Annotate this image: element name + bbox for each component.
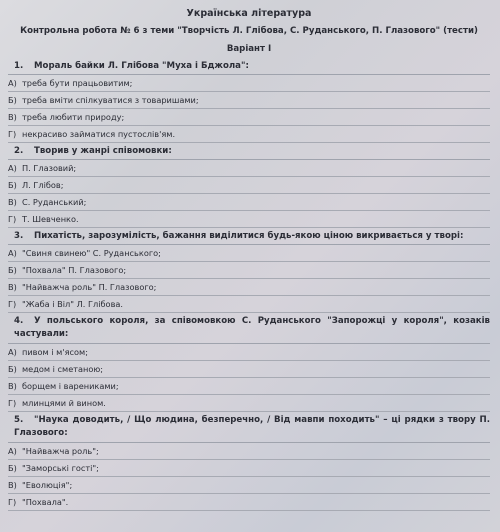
option-text: медом і сметаною;: [22, 364, 104, 374]
option-2c: [8, 194, 490, 211]
option-text: С. Руданський;: [22, 197, 87, 207]
option-4d: [8, 395, 490, 412]
option-letter: А): [8, 347, 17, 357]
question-text: Творив у жанрі співомовки:: [34, 146, 172, 156]
option-3c: [8, 279, 490, 296]
option-text: некрасиво займатися пустослів'ям.: [22, 129, 176, 139]
option-5a: [8, 443, 490, 460]
variant-label: Варіант І: [226, 44, 272, 54]
option-5d: [8, 494, 490, 511]
option-text: треба любити природу;: [22, 112, 125, 122]
option-letter: Г): [8, 299, 17, 309]
option-letter: А): [8, 248, 17, 258]
question-text: У польського короля, за співомовкою С. Руданського "Запорожці у короля", козаків частували:: [14, 316, 490, 339]
option-text: треба вміти спілкуватися з товаришами;: [22, 95, 199, 105]
option-text: "Жаба і Віл" Л. Глібова.: [22, 299, 124, 309]
option-text: "Похвала" П. Глазового;: [22, 265, 127, 275]
option-4b: [8, 361, 490, 378]
option-1d: [8, 126, 490, 143]
option-letter: Б): [8, 364, 17, 374]
question-number: 2.: [14, 146, 24, 156]
option-text: "Свиня свинею" С. Руданського;: [22, 248, 161, 258]
option-3a: [8, 245, 490, 262]
option-letter: Б): [8, 95, 17, 105]
question-2: [8, 143, 490, 160]
option-letter: Г): [8, 497, 17, 507]
option-text: млинцями й вином.: [22, 398, 106, 408]
option-4c: [8, 378, 490, 395]
question-number: 4.: [14, 316, 24, 326]
option-2b: [8, 177, 490, 194]
option-3d: [8, 296, 490, 313]
option-text: "Найважча роль" П. Глазового;: [22, 282, 157, 292]
option-text: пивом і м'ясом;: [22, 347, 88, 357]
question-number: 3.: [14, 231, 24, 241]
option-4a: [8, 344, 490, 361]
option-letter: Б): [8, 180, 17, 190]
question-5: [8, 412, 490, 443]
option-text: "Еволюція";: [22, 480, 73, 490]
option-text: "Заморські гості";: [22, 463, 99, 473]
option-letter: В): [8, 197, 17, 207]
option-1c: [8, 109, 490, 126]
question-text: "Наука доводить, / Що людина, безперечно, / Від мавпи походить" – ці рядки з твору П. Глазового:: [14, 415, 490, 438]
option-1b: [8, 92, 490, 109]
question-1: [8, 58, 490, 75]
option-3b: [8, 262, 490, 279]
option-letter: А): [8, 78, 17, 88]
option-5c: [8, 477, 490, 494]
option-letter: Б): [8, 463, 17, 473]
option-letter: В): [8, 282, 17, 292]
option-text: треба бути працьовитим;: [22, 78, 133, 88]
option-1a: [8, 75, 490, 92]
option-text: Л. Глібов;: [22, 180, 64, 190]
question-number: 5.: [14, 415, 24, 425]
option-text: Т. Шевченко.: [22, 214, 79, 224]
option-letter: В): [8, 381, 17, 391]
option-5b: [8, 460, 490, 477]
question-text: Мораль байки Л. Глібова "Муха і Бджола":: [34, 61, 249, 71]
option-letter: А): [8, 446, 17, 456]
option-text: "Похвала".: [22, 497, 69, 507]
test-subtitle: Контрольна робота № 6 з теми "Творчість Л. Глібова, С. Руданського, П. Глазового" (тести): [20, 26, 478, 36]
question-text: Пихатість, зарозумілість, бажання виділитися будь-якою ціною викривається у творі:: [34, 231, 464, 241]
option-2d: [8, 211, 490, 228]
option-letter: А): [8, 163, 17, 173]
option-2a: [8, 160, 490, 177]
option-letter: Б): [8, 265, 17, 275]
option-letter: В): [8, 112, 17, 122]
option-letter: Г): [8, 129, 17, 139]
question-3: [8, 228, 490, 245]
option-text: П. Глазовий;: [22, 163, 77, 173]
question-4: [8, 313, 490, 344]
option-text: борщем і варениками;: [22, 381, 119, 391]
question-number: 1.: [14, 61, 24, 71]
option-letter: Г): [8, 398, 17, 408]
option-text: "Найважча роль";: [22, 446, 99, 456]
page-title: Українська література: [186, 8, 312, 19]
option-letter: Г): [8, 214, 17, 224]
option-letter: В): [8, 480, 17, 490]
